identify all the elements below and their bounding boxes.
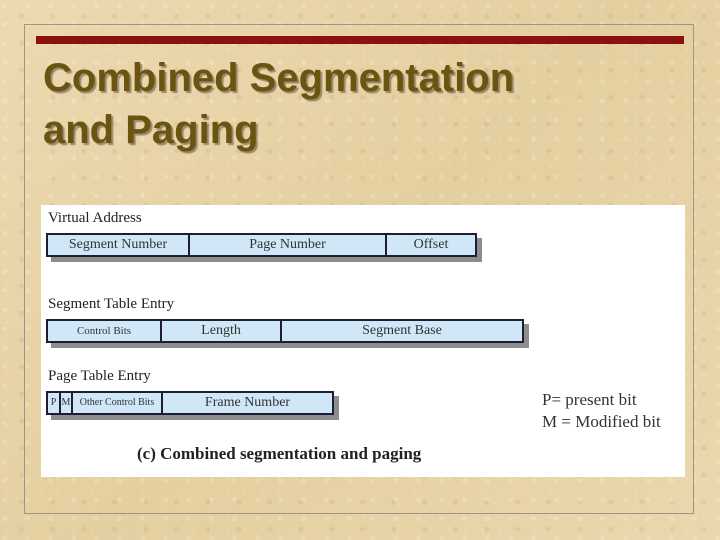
virtual-address-format	[46, 233, 477, 257]
segment-table-entry-label: Segment Table Entry	[48, 296, 175, 312]
modified-bit-field: M	[61, 393, 73, 413]
figure-caption: (c) Combined segmentation and paging	[137, 444, 422, 463]
offset-field: Offset	[413, 237, 449, 252]
segmentation-paging-diagram	[41, 205, 685, 477]
legend-present-bit: P= present bit	[542, 390, 637, 409]
present-bit-field: P	[48, 393, 61, 413]
virtual-address-label: Virtual Address	[48, 210, 142, 226]
segment-table-entry-format	[46, 319, 524, 343]
slide-title-line-1: Combined Segmentation	[43, 56, 515, 100]
segment-base-field: Segment Base	[362, 323, 442, 338]
segment-number-field: Segment Number	[48, 235, 190, 255]
page-table-entry-format	[46, 391, 334, 415]
page-table-entry-label: Page Table Entry	[48, 368, 151, 384]
other-control-bits-field: Other Control Bits	[73, 393, 163, 413]
frame-number-field: Frame Number	[204, 395, 291, 410]
page-number-field: Page Number	[190, 235, 387, 255]
control-bits-field: Control Bits	[48, 321, 162, 341]
length-field: Length	[162, 321, 282, 341]
legend-modified-bit: M = Modified bit	[542, 412, 661, 431]
slide-title-line-2: and Paging	[43, 108, 259, 152]
slide-title	[43, 52, 514, 156]
title-accent-bar	[36, 36, 684, 44]
